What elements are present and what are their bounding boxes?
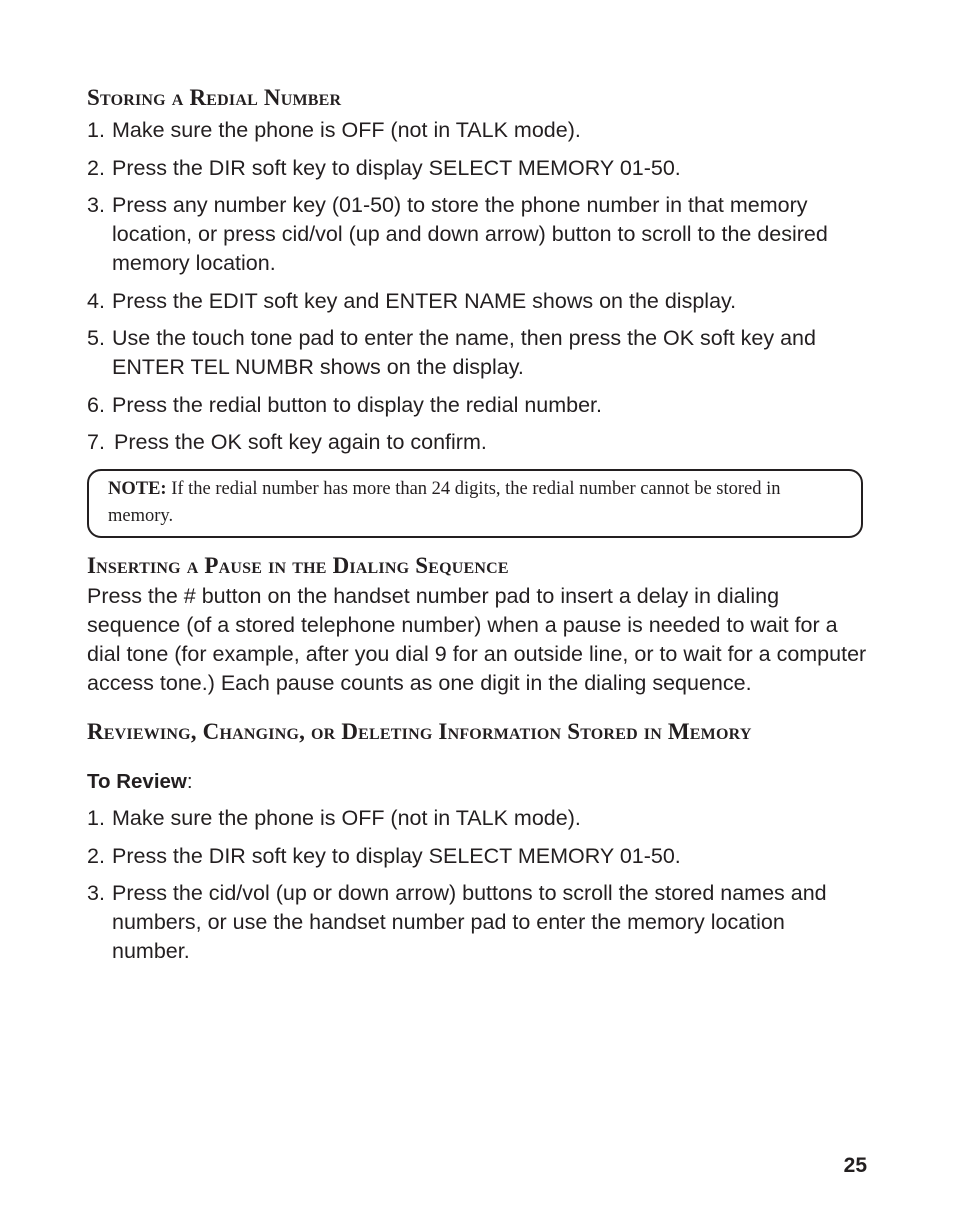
list-item — [87, 879, 867, 966]
step-number: 3. — [87, 193, 105, 217]
list-item — [87, 324, 867, 382]
section-heading-storing: Storing a Redial Number — [87, 85, 342, 110]
list-item — [87, 391, 867, 420]
step-number: 2. — [87, 843, 105, 868]
list-item — [87, 191, 867, 278]
step-number: 3. — [87, 881, 105, 905]
step-number: 2. — [87, 155, 105, 180]
section-heading-reviewing: Reviewing, Changing, or Deleting Information Stored in Memory — [87, 719, 752, 744]
step-number: 7. — [87, 430, 105, 454]
step-text: Press the DIR soft key to display SELECT MEMORY 01-50. — [112, 843, 681, 868]
list-item — [87, 116, 867, 145]
step-text: Make sure the phone is OFF (not in TALK mode). — [112, 806, 581, 830]
storing-steps-list — [87, 116, 867, 457]
step-number: 5. — [87, 326, 105, 350]
step-text: Press the EDIT soft key and ENTER NAME shows on the display. — [112, 288, 737, 313]
review-steps-list — [87, 804, 867, 966]
list-item — [87, 842, 867, 871]
step-text: Use the touch tone pad to enter the name, then press the OK soft key and ENTER TEL NUMBR shows on the display. — [112, 326, 816, 379]
note-box — [87, 469, 863, 538]
step-number: 1. — [87, 118, 105, 142]
note-label: NOTE: — [108, 479, 167, 499]
step-text: Make sure the phone is OFF (not in TALK mode). — [112, 118, 581, 142]
step-text: Press the DIR soft key to display SELECT MEMORY 01-50. — [112, 155, 681, 180]
step-text: Press any number key (01-50) to store the phone number in that memory location, or press cid/vol (up and down arrow) button to scroll to the desired memory location. — [112, 193, 828, 275]
step-number: 6. — [87, 392, 105, 417]
step-text: Press the redial button to display the redial number. — [112, 392, 603, 417]
list-item — [87, 154, 867, 183]
step-number: 4. — [87, 288, 105, 313]
subheading-text: To Review — [87, 770, 187, 793]
subheading-to-review — [87, 768, 867, 796]
section-heading-pause: Inserting a Pause in the Dialing Sequence — [87, 553, 509, 578]
page-number: 25 — [843, 1154, 867, 1177]
step-text: Press the cid/vol (up or down arrow) buttons to scroll the stored names and numbers, or use the handset number pad to enter the memory location number. — [112, 881, 827, 963]
note-text: If the redial number has more than 24 digits, the redial number cannot be stored in memory. — [108, 479, 781, 526]
list-item — [87, 428, 867, 457]
step-number: 1. — [87, 806, 105, 830]
list-item — [87, 804, 867, 833]
subheading-colon: : — [186, 770, 193, 793]
step-text: Press the OK soft key again to confirm. — [114, 430, 487, 454]
pause-paragraph: Press the # button on the handset number pad to insert a delay in dialing sequence (of a stored telephone number) when a pause is needed to wait for a dial tone (for example, after you dial 9 for an outside line, or to wait for a computer access tone.) Each pause counts as one digit in the dialing sequence. — [87, 584, 867, 695]
manual-page — [87, 84, 867, 975]
list-item — [87, 287, 867, 316]
